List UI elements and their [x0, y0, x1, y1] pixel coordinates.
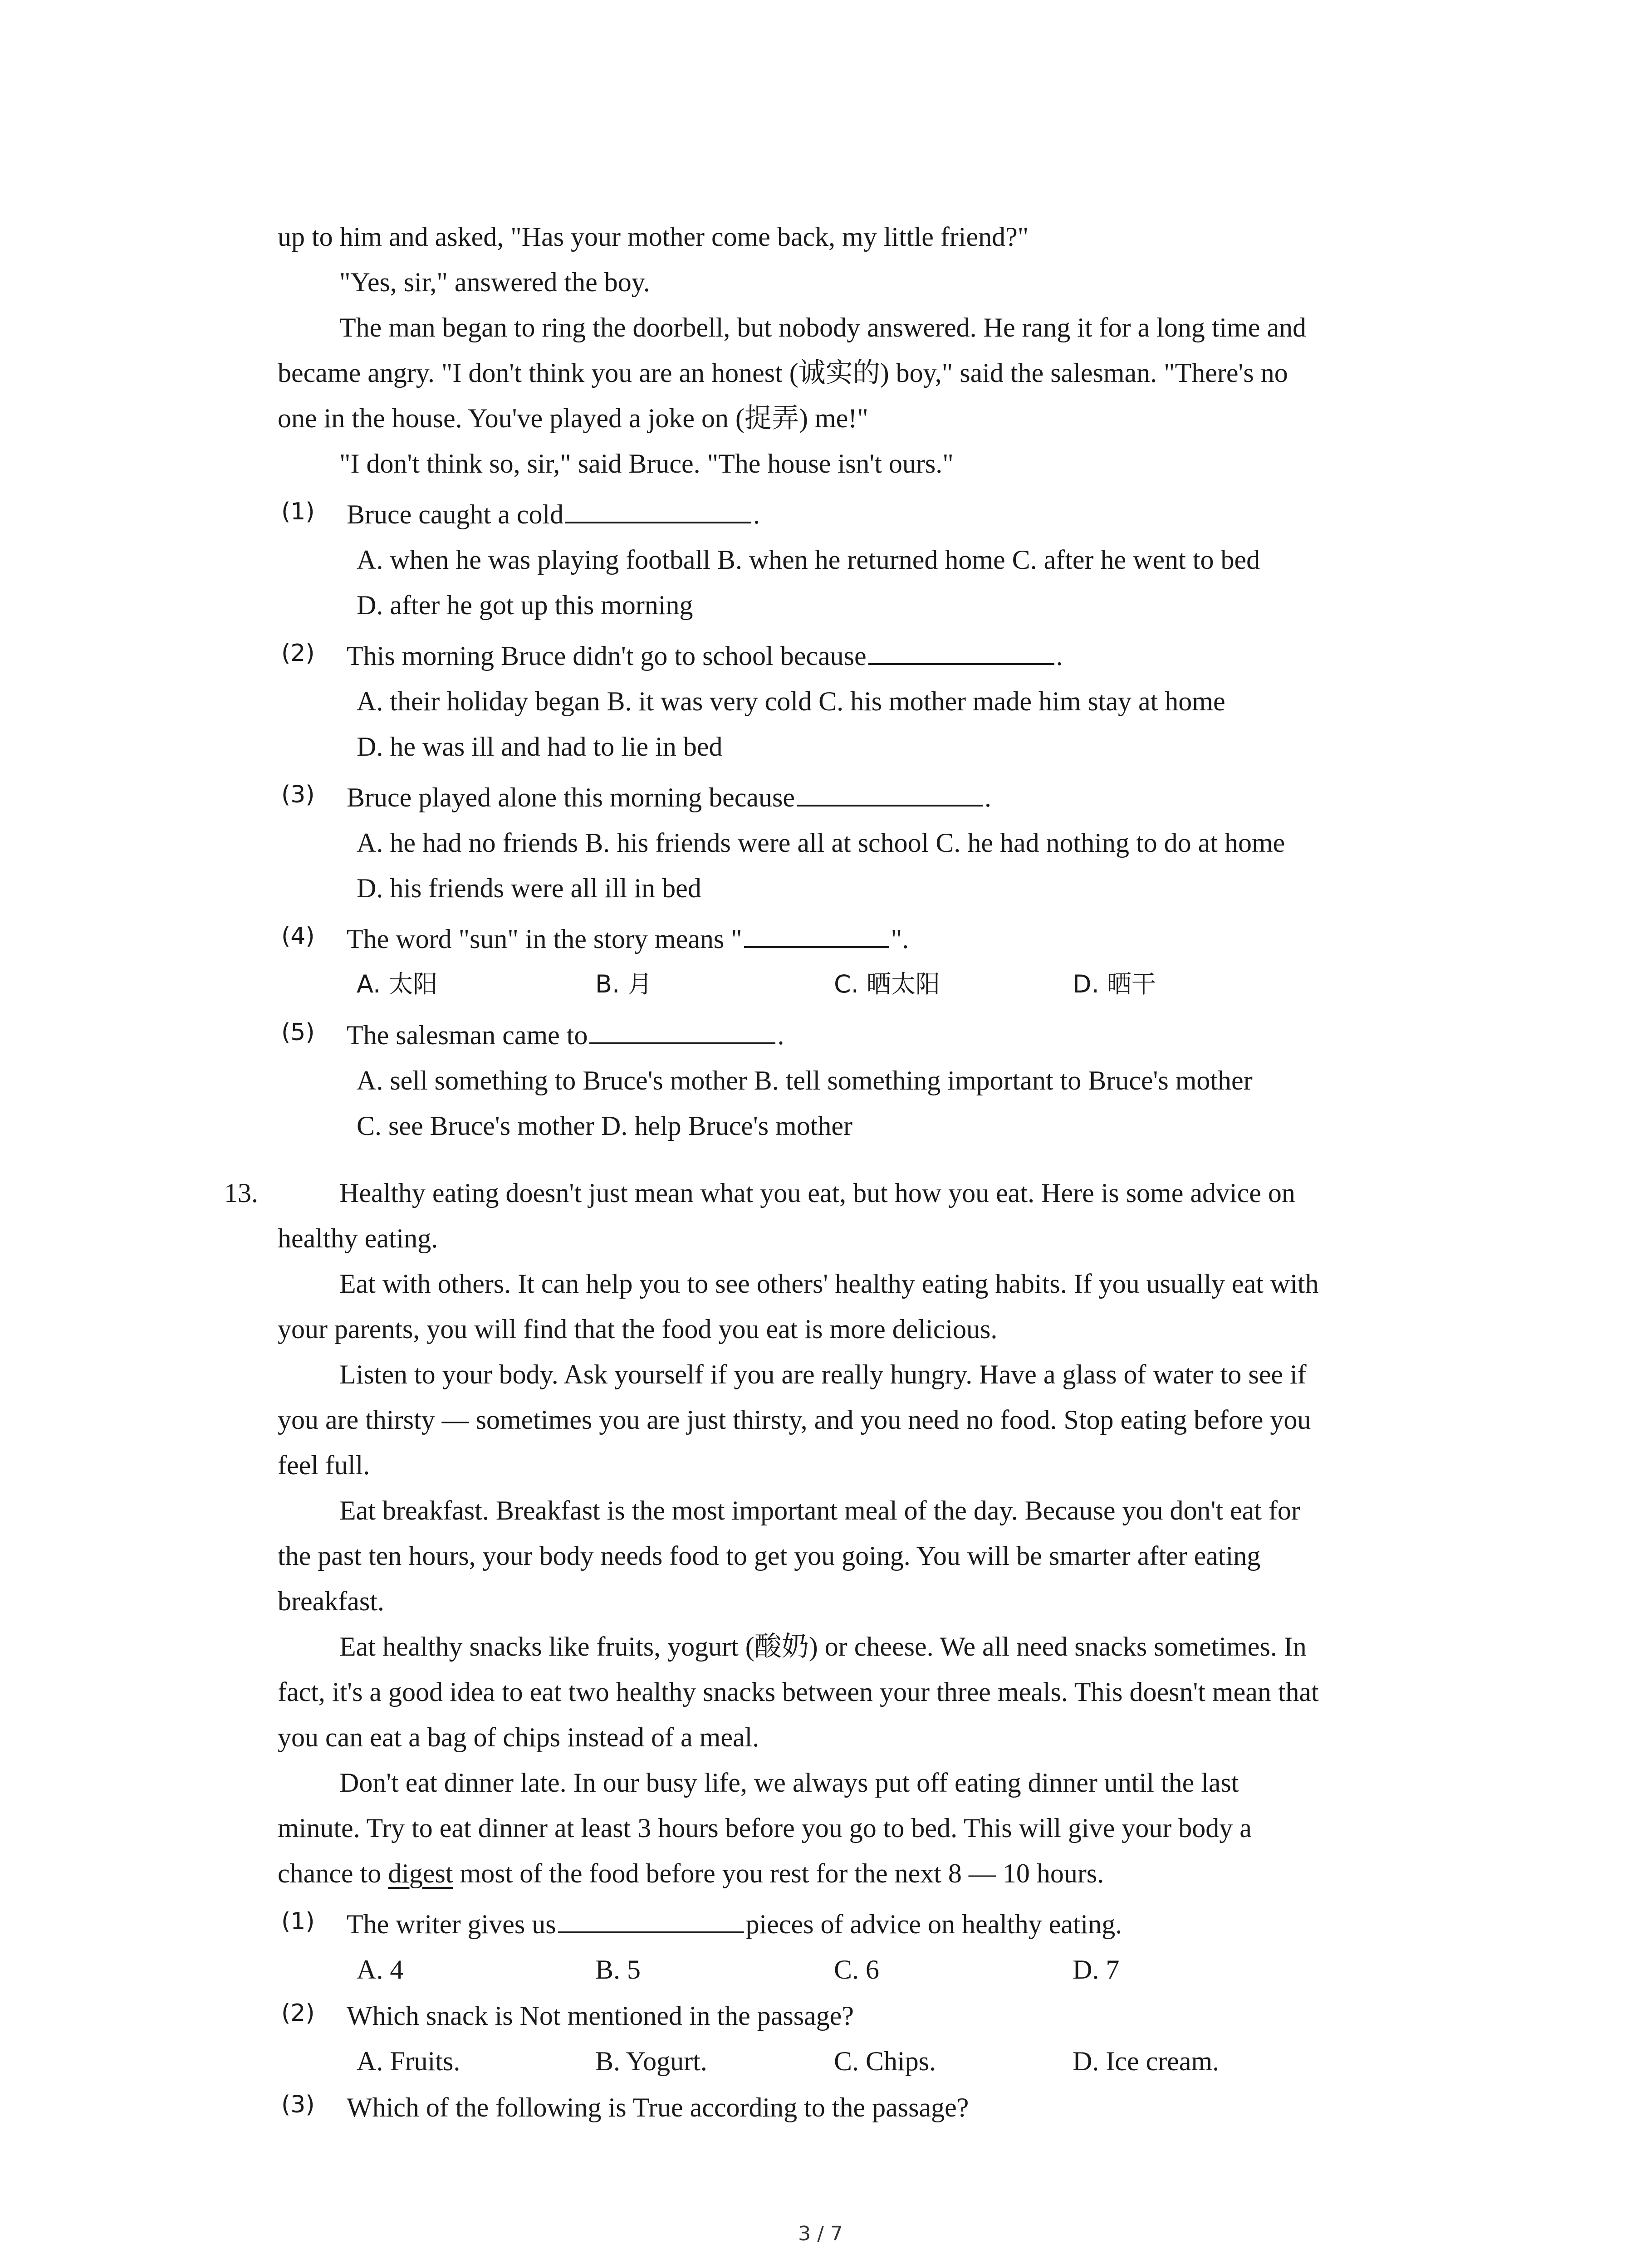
stem-text: This morning Bruce didn't go to school because — [347, 641, 867, 671]
question-number: (3) — [281, 781, 315, 808]
option-b: B. 月 — [595, 970, 652, 998]
question-number: (2) — [281, 1999, 315, 2027]
story-line-5: one in the house. You've played a joke on (捉弄) me!" — [278, 403, 868, 433]
question-stem — [347, 496, 760, 533]
option-b: B. 5 — [595, 1955, 641, 1984]
option-a: A. 太阳 — [357, 970, 438, 998]
question-options: D. after he got up this morning — [357, 590, 693, 620]
question-number: (3) — [281, 2091, 315, 2118]
page-number: 3 / 7 — [798, 2222, 843, 2245]
question-stem — [347, 1906, 1122, 1942]
question-stem — [347, 638, 1063, 674]
question-stem — [347, 779, 991, 816]
question-stem: Which of the following is True according to the passage? — [347, 2092, 969, 2122]
stem-end: pieces of advice on healthy eating. — [745, 1909, 1122, 1939]
option-d: D. 晒干 — [1073, 970, 1156, 998]
text-segment: most of the food before you rest for the next 8 — 10 hours. — [460, 1858, 1104, 1888]
question-options: C. see Bruce's mother D. help Bruce's mother — [357, 1111, 853, 1141]
question-options: A. their holiday began B. it was very cold C. his mother made him stay at home — [357, 686, 1225, 716]
option-c: C. 晒太阳 — [834, 970, 941, 998]
story-line-6: "I don't think so, sir," said Bruce. "The house isn't ours." — [339, 449, 954, 479]
answer-blank — [744, 923, 889, 948]
question-number: (1) — [281, 1908, 315, 1935]
stem-end: . — [1056, 641, 1063, 671]
question-stem: Which snack is Not mentioned in the passage? — [347, 2001, 854, 2031]
passage-line: the past ten hours, your body needs food to get you going. You will be smarter after eating — [278, 1541, 1261, 1571]
question-options: A. when he was playing football B. when he returned home C. after he went to bed — [357, 545, 1260, 575]
option-a: A. Fruits. — [357, 2046, 460, 2076]
question-number: (1) — [281, 498, 315, 525]
story-line-2: "Yes, sir," answered the boy. — [339, 267, 650, 297]
option-d: D. Ice cream. — [1073, 2046, 1220, 2076]
stem-end: ". — [891, 924, 909, 954]
option-a: A. 4 — [357, 1955, 404, 1984]
question-stem — [347, 1017, 784, 1053]
passage-line: Eat with others. It can help you to see others' healthy eating habits. If you usually eat with — [339, 1269, 1319, 1299]
passage-line: Healthy eating doesn't just mean what you eat, but how you eat. Here is some advice on — [339, 1178, 1295, 1208]
passage-line: feel full. — [278, 1450, 370, 1480]
answer-blank — [868, 640, 1054, 665]
answer-blank — [797, 781, 983, 807]
question-options: A. sell something to Bruce's mother B. tell something important to Bruce's mother — [357, 1066, 1253, 1095]
story-line-3: The man began to ring the doorbell, but nobody answered. He rang it for a long time and — [339, 313, 1307, 342]
question-options: D. he was ill and had to lie in bed — [357, 732, 723, 762]
question-number: (2) — [281, 640, 315, 667]
question-options: A. he had no friends B. his friends were all at school C. he had nothing to do at home — [357, 828, 1285, 858]
story-line-1: up to him and asked, "Has your mother come back, my little friend?" — [278, 222, 1029, 252]
passage-line: your parents, you will find that the food you eat is more delicious. — [278, 1314, 998, 1344]
passage-line: you are thirsty — sometimes you are just thirsty, and you need no food. Stop eating before you — [278, 1405, 1311, 1435]
passage-line: Eat breakfast. Breakfast is the most important meal of the day. Because you don't eat for — [339, 1496, 1300, 1525]
question-number: (5) — [281, 1019, 315, 1046]
passage-number: 13. — [224, 1178, 258, 1208]
passage-line: fact, it's a good idea to eat two healthy snacks between your three meals. This doesn't mean that — [278, 1677, 1319, 1707]
stem-text: The salesman came to — [347, 1020, 588, 1050]
passage-line: breakfast. — [278, 1586, 384, 1616]
option-d: D. 7 — [1073, 1955, 1120, 1984]
question-number: (4) — [281, 923, 315, 950]
underlined-word: digest — [388, 1858, 453, 1888]
option-c: C. 6 — [834, 1955, 880, 1984]
stem-text: The writer gives us — [347, 1909, 556, 1939]
option-b: B. Yogurt. — [595, 2046, 707, 2076]
passage-line: minute. Try to eat dinner at least 3 hours before you go to bed. This will give your body a — [278, 1813, 1252, 1843]
answer-blank — [589, 1019, 775, 1044]
question-stem — [347, 921, 909, 957]
stem-text: Bruce caught a cold — [347, 499, 564, 529]
option-c: C. Chips. — [834, 2046, 936, 2076]
stem-end: . — [777, 1020, 784, 1050]
answer-blank — [565, 498, 751, 523]
passage-line: healthy eating. — [278, 1223, 438, 1253]
passage-line: you can eat a bag of chips instead of a meal. — [278, 1722, 759, 1752]
answer-blank — [558, 1908, 744, 1933]
stem-end: . — [753, 499, 760, 529]
stem-end: . — [985, 782, 992, 812]
passage-line: Listen to your body. Ask yourself if you are really hungry. Have a glass of water to see if — [339, 1359, 1307, 1389]
stem-text: Bruce played alone this morning because — [347, 782, 795, 812]
stem-text: The word "sun" in the story means " — [347, 924, 742, 954]
passage-line — [278, 1855, 1104, 1892]
question-options: D. his friends were all ill in bed — [357, 873, 701, 903]
text-segment: chance to — [278, 1858, 382, 1888]
passage-line: Eat healthy snacks like fruits, yogurt (酸奶) or cheese. We all need snacks sometimes. In — [339, 1632, 1307, 1662]
story-line-4: became angry. "I don't think you are an honest (诚实的) boy," said the salesman. "There's no — [278, 358, 1288, 388]
passage-line: Don't eat dinner late. In our busy life, we always put off eating dinner until the last — [339, 1768, 1239, 1798]
